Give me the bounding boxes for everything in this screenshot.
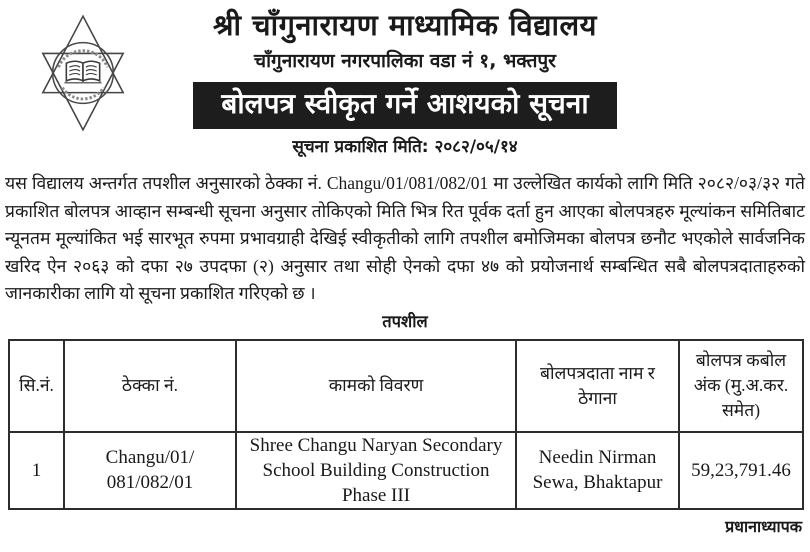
cell-serial-number: 1	[9, 432, 64, 509]
open-book-icon	[64, 61, 101, 83]
school-address: चाँगुनारायण नगरपालिका वडा नं १, भक्तपुर	[254, 50, 556, 72]
notice-title-banner: बोलपत्र स्वीकृत गर्ने आशयको सूचना	[193, 82, 616, 129]
contract-number-text: Changu/01/081/082/01	[105, 447, 195, 493]
published-date: सूचना प्रकाशित मिति: २०८२/०५/१४	[292, 137, 518, 157]
school-name: श्री चाँगुनारायण माध्यामिक विद्यालय	[213, 8, 597, 42]
cell-bidder-name-address: Needin Nirman Sewa, Bhaktapur	[516, 432, 679, 509]
cell-bid-amount: 59,23,791.46	[679, 432, 803, 509]
signature-title: प्रधानाध्यापक	[725, 516, 802, 536]
school-emblem-icon	[34, 12, 132, 136]
table-header-row	[9, 340, 803, 432]
header-bid-amount: बोलपत्र कबोल अंक (मु.अ.कर. समेत)	[679, 340, 803, 432]
header-contract-number: ठेक्का नं.	[64, 340, 236, 432]
table-row	[9, 432, 803, 509]
cell-contract-number	[64, 432, 236, 509]
cell-work-description: Shree Changu Naryan Secondary School Building Construction Phase III	[236, 432, 516, 509]
header-serial-number: सि.नं.	[9, 340, 64, 432]
header-bidder-name-address: बोलपत्रदाता नाम र ठेगाना	[516, 340, 679, 432]
tender-table	[8, 339, 804, 510]
table-title: तपशील	[382, 311, 428, 331]
notice-body-paragraph: यस विद्यालय अन्तर्गत तपशील अनुसारको ठेक्का नं. Changu/01/081/082/01 मा उल्लेखित कार्यको लागि मिति २०८२/०३/३२ गते प्रकाशित बोलपत्र आव्हान सम्बन्धी सूचना अनुसार तोकिएको मिति भित्र रित पूर्वक दर्ता हुन आएका बोलपत्रहरु मूल्यांकन समितिबाट न्यूनतम मूल्यांकित भई सारभूत रुपमा प्रभावग्राही देखिई स्वीकृतीको लागि तपशील बमोजिमका बोलपत्र छनौट भएकोले सार्वजनिक खरिद ऐन २०६३ को दफा २७ उपदफा (२) अनुसार तथा सोही ऐनको दफा ४७ को प्रयोजनार्थ सम्बन्धित सबै बोलपत्रदाताहरुको जानकारीका लागि यो सूचना प्रकाशित गरिएको छ ।	[5, 173, 805, 303]
header-work-description: कामको विवरण	[236, 340, 516, 432]
